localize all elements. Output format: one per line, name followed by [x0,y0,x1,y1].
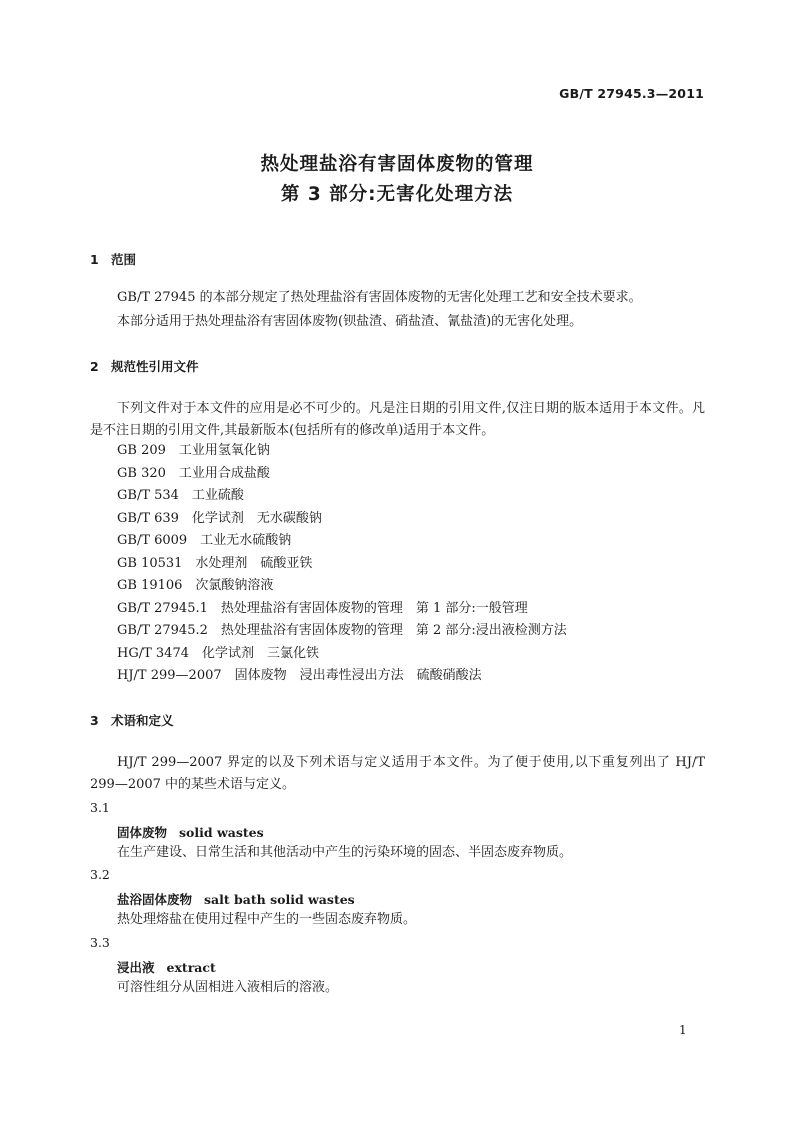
term-number: 3.2 [90,867,110,882]
term-english: solid wastes [179,825,264,840]
section-title: 规范性引用文件 [111,359,199,374]
section-number: 2 [90,359,99,374]
section-number: 3 [90,713,99,728]
term-chinese: 固体废物 [117,825,168,840]
reference-item: GB 10531 水处理剂 硫酸亚铁 [117,556,313,571]
reference-item: GB/T 639 化学试剂 无水碳酸钠 [117,511,322,526]
section-title: 术语和定义 [111,713,174,728]
section-title: 范围 [111,252,137,267]
term-english: salt bath solid wastes [204,892,355,907]
section-number: 1 [90,252,99,267]
reference-item: GB/T 27945.1 热处理盐浴有害固体废物的管理 第 1 部分:一般管理 [117,601,528,616]
references-intro-paragraph: 下列文件对于本文件的应用是必不可少的。凡是注日期的引用文件,仅注日期的版本适用于本文件。凡是不注日期的引用文件,其最新版本(包括所有的修改单)适用于本文件。 [90,401,705,438]
document-title-line1: 热处理盐浴有害固体废物的管理 [260,154,534,175]
term-name [117,890,355,908]
reference-item: HJ/T 299—2007 固体废物 浸出毒性浸出方法 硫酸硝酸法 [117,668,482,683]
reference-item: GB 320 工业用合成盐酸 [117,466,270,481]
term-number: 3.1 [90,800,110,815]
page-number: 1 [679,1023,687,1037]
term-name [117,823,264,841]
section-heading-terms-definitions [90,711,174,729]
scope-paragraph-1: GB/T 27945 的本部分规定了热处理盐浴有害固体废物的无害化处理工艺和安全技术要求。 [117,290,642,305]
standard-number: GB/T 27945.3—2011 [559,86,704,101]
term-definition: 热处理熔盐在使用过程中产生的一些固态废弃物质。 [117,912,417,927]
reference-item: HG/T 3474 化学试剂 三氯化铁 [117,646,319,661]
term-definition: 在生产建设、日常生活和其他活动中产生的污染环境的固态、半固态废弃物质。 [117,845,573,860]
section-heading-scope [90,250,136,268]
reference-item: GB 209 工业用氢氧化钠 [117,443,270,458]
reference-item: GB 19106 次氯酸钠溶液 [117,578,274,593]
document-title-line2: 第 3 部分:无害化处理方法 [280,184,514,205]
reference-item: GB/T 534 工业硫酸 [117,488,244,503]
reference-item: GB/T 27945.2 热处理盐浴有害固体废物的管理 第 2 部分:浸出液检测方法 [117,623,567,638]
term-definition: 可溶性组分从固相进入液相后的溶液。 [117,980,339,995]
reference-item: GB/T 6009 工业无水硫酸钠 [117,533,292,548]
term-chinese: 盐浴固体废物 [117,892,193,907]
term-number: 3.3 [90,935,110,950]
terms-intro-paragraph: HJ/T 299—2007 界定的以及下列术语与定义适用于本文件。为了便于使用,以下重复列出了 HJ/T 299—2007 中的某些术语与定义。 [90,755,705,792]
section-heading-normative-references [90,357,199,375]
term-english: extract [166,960,216,975]
term-name [117,958,216,976]
term-chinese: 浸出液 [117,960,155,975]
scope-paragraph-2: 本部分适用于热处理盐浴有害固体废物(钡盐渣、硝盐渣、氰盐渣)的无害化处理。 [117,314,583,329]
